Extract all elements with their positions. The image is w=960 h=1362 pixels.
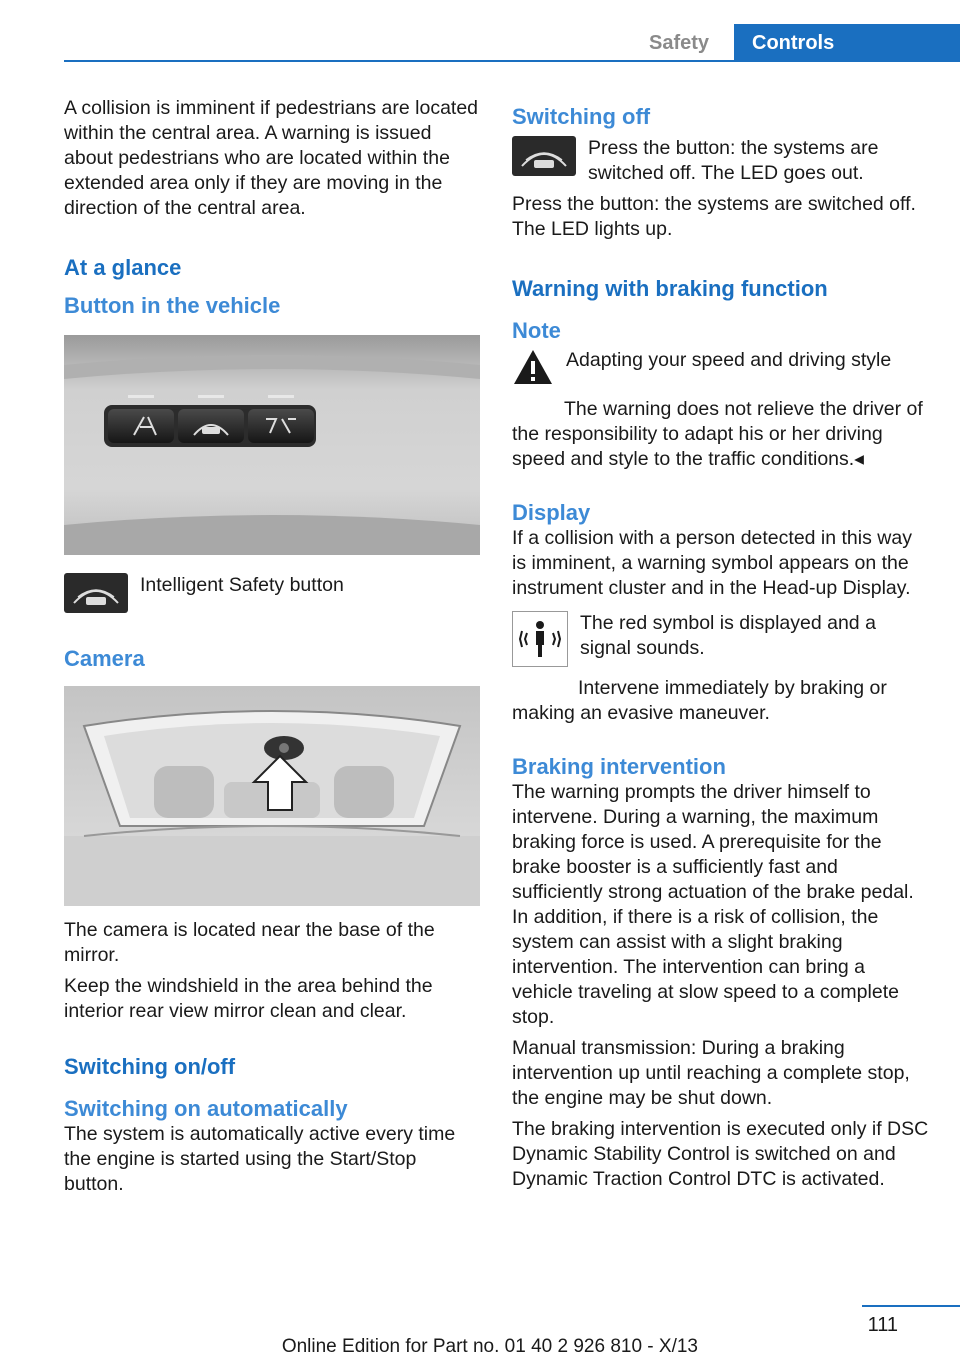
display-icon-row: [512, 611, 930, 674]
footer-rule: [862, 1305, 960, 1307]
switch-off-icon-text: Press the button: the systems are switched off. The LED goes out.: [588, 137, 879, 184]
heading-note: Note: [512, 318, 561, 343]
button-panel-illustration: [64, 335, 480, 555]
intro-paragraph: A collision is imminent if pedestrians are located within the central area. A warning is issued about pedestrians who are located within the extended area only if they are moving in the direction of the central area.: [64, 97, 479, 219]
tab-controls[interactable]: Controls: [734, 24, 960, 62]
edition-text: Online Edition for Part no. 01 40 2 926 810 - X/13: [281, 1336, 698, 1357]
heading-at-a-glance: At a glance: [64, 255, 182, 280]
camera-image: [64, 686, 480, 906]
camera-paragraph-2: Keep the windshield in the area behind the interior rear view mirror clean and clear.: [64, 975, 433, 1022]
pedestrian-warning-icon: [512, 611, 568, 674]
tab-safety[interactable]: Safety: [648, 32, 710, 54]
button-panel-image: [64, 335, 480, 555]
heading-warning-braking: Warning with braking function: [512, 276, 828, 301]
header-rule: [64, 60, 960, 62]
braking-paragraph-1: The warning prompts the driver himself to intervene. During a warning, the maximum braking force is used. A prerequisite for the brake booster is a sufficiently fast and sufficiently strong actuation of the brake pedal. In addition, if there is a risk of collision, the system can assist with a slight braking intervention. The intervention can bring a vehicle traveling at slow speed to a complete stop.: [512, 781, 914, 1028]
button-caption-row: [64, 573, 480, 620]
warning-triangle-icon: [512, 348, 554, 393]
switching-on-paragraph: The system is automatically active every time the engine is started using the Start/Stop button.: [64, 1123, 456, 1195]
display-icon-text: [580, 611, 930, 661]
heading-switching-on-automatically: Switching on automatically: [64, 1096, 348, 1121]
intelligent-safety-button-icon: [64, 573, 128, 620]
braking-paragraph-2: Manual transmission: During a braking intervention up until reaching a complete stop, the engine may be shut down.: [512, 1037, 910, 1109]
switch-off-icon-row: [512, 136, 930, 186]
heading-camera: Camera: [64, 646, 145, 671]
left-column: [64, 96, 480, 1203]
page-number: 111: [867, 1314, 898, 1336]
heading-display: Display: [512, 500, 591, 525]
heading-braking-intervention: Braking intervention: [512, 754, 726, 779]
display-paragraph-2: Intervene immediately by braking or making an evasive maneuver.: [512, 677, 887, 724]
display-paragraph: If a collision with a person detected in this way is imminent, a warning symbol appears on the instrument cluster and in the Head-up Display.: [512, 527, 912, 599]
camera-paragraph-1: The camera is located near the base of the mirror.: [64, 919, 435, 966]
note-title: Adapting your speed and driving style: [566, 349, 892, 371]
note-row: [512, 348, 930, 393]
page-header: [0, 0, 960, 62]
note-text: The warning does not relieve the driver of the responsibility to adapt his or her driving speed and style to the traffic conditions.◂: [512, 398, 923, 470]
intelligent-safety-button-icon: [512, 136, 576, 183]
right-column: [512, 96, 930, 1198]
camera-illustration: [64, 686, 480, 906]
heading-button-in-vehicle: Button in the vehicle: [64, 293, 281, 318]
heading-switching-off: Switching off: [512, 104, 651, 129]
display-symbol-text: The red symbol is displayed and a signal sounds.: [580, 612, 876, 659]
braking-paragraph-3: The braking intervention is executed only if DSC Dynamic Stability Control is switched on and Dynamic Traction Control DTC is activated.: [512, 1118, 929, 1190]
heading-switching-on-off: Switching on/off: [64, 1054, 236, 1079]
switch-off-paragraph: Press the button: the systems are switched off. The LED lights up.: [512, 193, 916, 240]
button-caption: Intelligent Safety button: [140, 574, 344, 596]
